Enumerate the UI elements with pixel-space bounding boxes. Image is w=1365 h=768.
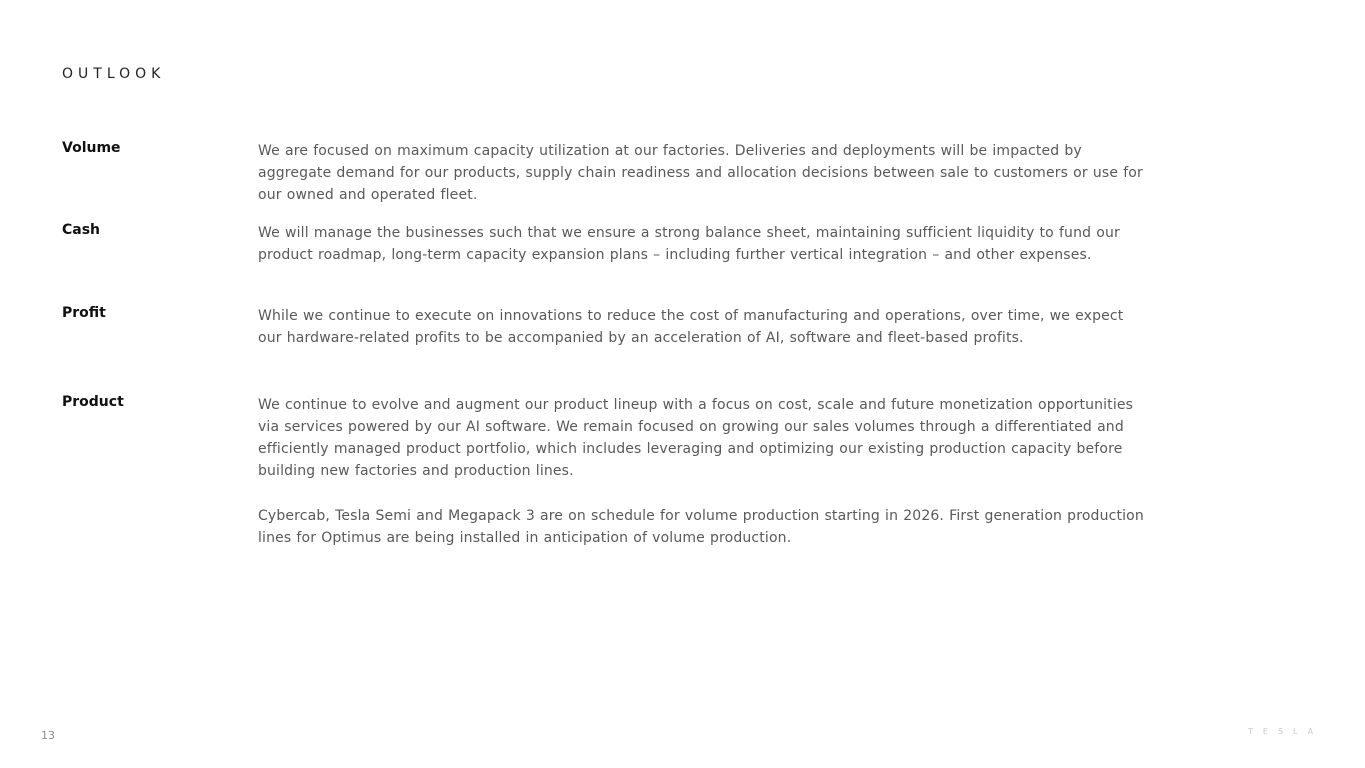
row-label-volume: Volume — [62, 140, 121, 156]
row-text-cash — [258, 222, 1148, 266]
row-text-profit — [258, 305, 1148, 349]
paragraph: We are focused on maximum capacity utilization at our factories. Deliveries and deployments will be impacted by aggregate demand for our products, supply chain readiness and allocation decisions between sale to customers or use for our owned and operated fleet. — [258, 143, 1143, 203]
row-label-profit: Profit — [62, 305, 106, 321]
row-text-volume — [258, 140, 1148, 206]
tesla-logo: TESLA — [1248, 727, 1324, 736]
paragraph: Cybercab, Tesla Semi and Megapack 3 are on schedule for volume production starting in 2026. First generation production lines for Optimus are being installed in anticipation of volume production. — [258, 508, 1144, 546]
row-text-product — [258, 394, 1148, 549]
paragraph: While we continue to execute on innovations to reduce the cost of manufacturing and operations, over time, we expect our hardware-related profits to be accompanied by an acceleration of AI, software and fleet-based profits. — [258, 308, 1124, 346]
paragraph: We will manage the businesses such that we ensure a strong balance sheet, maintaining sufficient liquidity to fund our product roadmap, long-term capacity expansion plans – including further vertical integration – and other expenses. — [258, 225, 1120, 263]
row-label-cash: Cash — [62, 222, 101, 238]
page-number: 13 — [41, 729, 55, 742]
section-title: OUTLOOK — [62, 66, 166, 82]
row-label-product: Product — [62, 394, 124, 410]
paragraph: We continue to evolve and augment our product lineup with a focus on cost, scale and future monetization opportunities via services powered by our AI software. We remain focused on growing our sales volumes through a differentiated and efficiently managed product portfolio, which includes leveraging and optimizing our existing production capacity before building new factories and production lines. — [258, 397, 1134, 479]
